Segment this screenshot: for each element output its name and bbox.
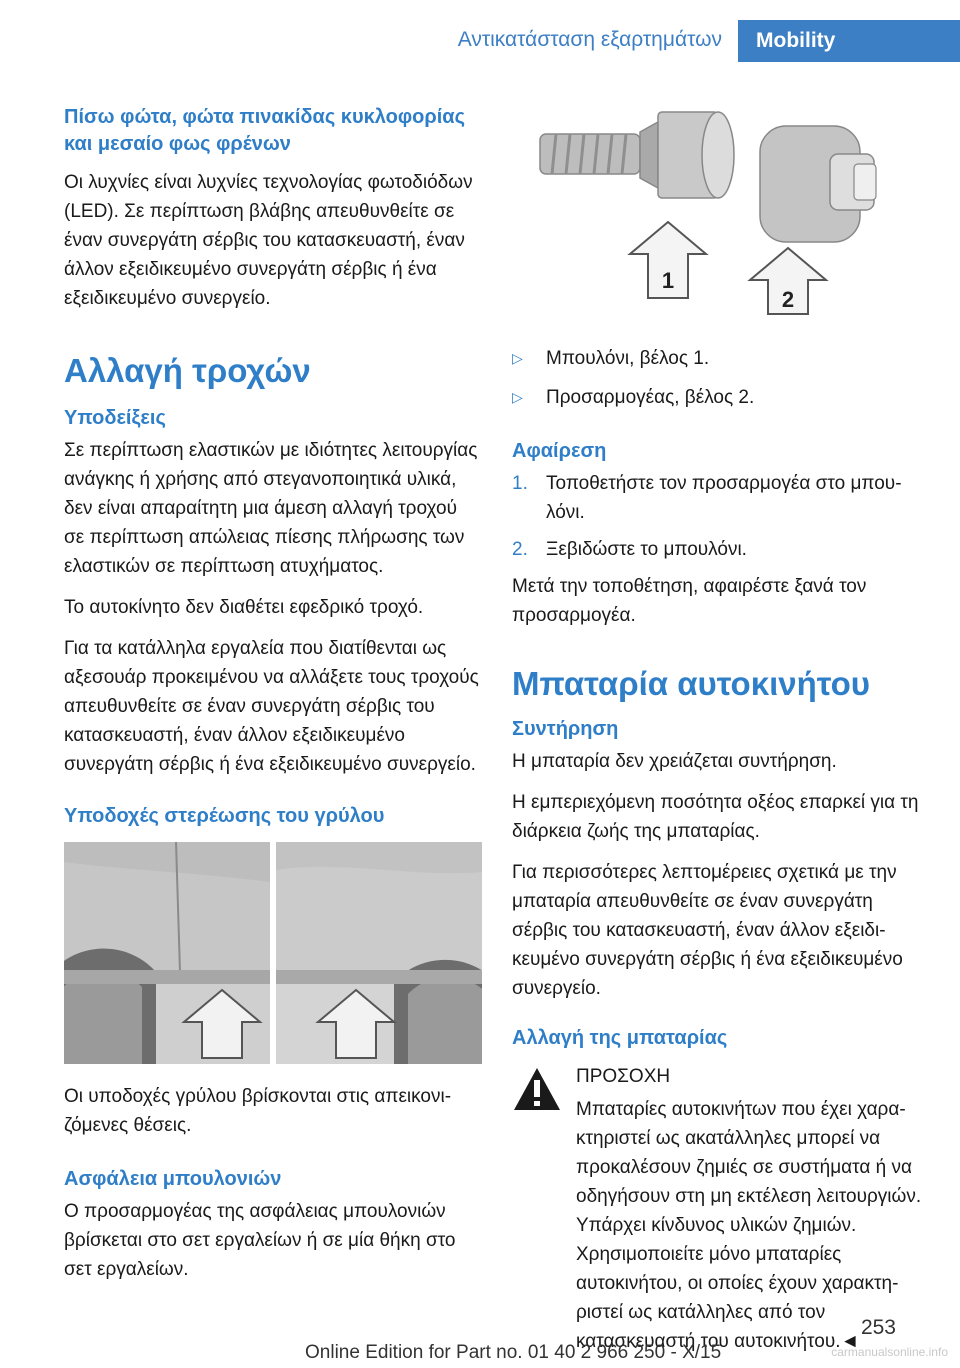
bolt-parts-list xyxy=(512,344,930,412)
list-item xyxy=(512,344,930,373)
hints-heading: Υποδείξεις xyxy=(64,407,166,429)
caution-text: Μπαταρίες αυτοκινήτων που έχει χαρακτηριστεί ως ακατάλληλες μπορεί να προκαλέσουν ζημιές σε συστήματα ή να οδηγήσουν στη μη εκτέλεση λειτουργιών. Υπάρχει κίνδυνος υλικών ζημιών. Χρησιμοποιείτε μόνο μπαταρίες αυτοκινήτου, οι οποίες έχουν χαρακτηριστεί ως κατάλληλες από τον κατασκευαστή του αυτοκινήτου.◄ xyxy=(576,1099,922,1352)
removal-heading: Αφαίρεση xyxy=(512,440,607,462)
edition-line: Online Edition for Part no. 01 40 2 966 250 - X/15 xyxy=(305,1342,722,1363)
hints-paragraph-1: Σε περίπτωση ελαστικών με ιδιότητες λειτουργίας ανάγκης ή χρήσης από στεγανοποιητικά υλικά, δεν είναι απαραίτητη μια άμεση αλλαγή τροχού σε περίπτωση απώλειας πίεσης πλήρωσης των ελαστικών σε περίπτωση ατυχήματος. xyxy=(64,440,478,577)
right-column xyxy=(512,104,930,1368)
arrow-1-icon xyxy=(630,222,706,298)
lights-heading: Πίσω φώτα, φώτα πινακίδας κυκλοφορίας και μεσαίο φως φρένων xyxy=(64,106,465,155)
wheel-lock-paragraph: Ο προσαρμογέας της ασφάλειας μπουλονιών βρίσκεται στο σετ εργαλείων ή σε μία θήκη στο σετ εργαλείων. xyxy=(64,1201,456,1280)
after-removal-paragraph: Μετά την τοποθέτηση, αφαιρέστε ξανά τον προσαρμογέα. xyxy=(512,576,867,626)
left-column xyxy=(64,104,482,1296)
jack-points-heading: Υποδοχές στερέωσης του γρύλου xyxy=(64,805,385,827)
header-chapter-tab[interactable]: Mobility xyxy=(738,20,960,62)
hints-paragraph-2: Το αυτοκίνητο δεν διαθέτει εφεδρικό τροχό. xyxy=(64,597,424,618)
list-item xyxy=(512,535,930,564)
arrow-1-label: 1 xyxy=(661,268,675,293)
step-text: Τοποθετήστε τον προσαρμογέα στο μπουλόνι. xyxy=(546,473,902,523)
caution-label: ΠΡΟΣΟΧΗ xyxy=(576,1066,671,1087)
triangle-bullet-icon: ▷ xyxy=(512,389,523,405)
page-number: 253 xyxy=(860,1316,896,1339)
wheel-lock-heading: Ασφάλεια μπουλονιών xyxy=(64,1168,282,1190)
battery-heading: Μπαταρία αυτοκινήτου xyxy=(512,665,870,702)
wheel-bolt-illustration xyxy=(512,104,930,316)
maintenance-paragraph-2: Η εμπεριεχόμενη ποσότητα οξέος επαρκεί για τη διάρκεια ζωής της μπαταρίας. xyxy=(512,792,919,842)
page-header xyxy=(0,0,960,62)
bolt-drawing xyxy=(540,112,734,198)
arrow-2-label: 2 xyxy=(781,287,795,312)
jack-points-photo xyxy=(64,842,482,1064)
maintenance-heading: Συντήρηση xyxy=(512,718,619,740)
wheel-change-heading: Αλλαγή τροχών xyxy=(64,352,311,389)
list-item-text: Μπουλόνι, βέλος 1. xyxy=(546,348,710,369)
removal-steps xyxy=(512,469,930,564)
step-number: 1. xyxy=(512,473,528,494)
caution-block xyxy=(512,1062,930,1356)
battery-replace-heading: Αλλαγή της μπαταρίας xyxy=(512,1027,728,1049)
list-item-text: Προσαρμογέας, βέλος 2. xyxy=(546,387,755,408)
watermark: carmanualsonline.info xyxy=(831,1345,948,1359)
adapter-drawing xyxy=(760,126,876,242)
step-number: 2. xyxy=(512,539,528,560)
step-text: Ξεβιδώστε το μπουλόνι. xyxy=(546,539,747,560)
list-item xyxy=(512,469,930,527)
warning-triangle-icon xyxy=(512,1066,562,1112)
maintenance-paragraph-3: Για περισσότερες λεπτομέρειες σχετικά με την μπαταρία απευθυνθείτε σε έναν συνεργάτη σέρβις του κατασκευαστή, έναν άλλον εξειδικευμένο συνεργάτη σέρβις ή ένα εξειδικευμένο συνεργείο. xyxy=(512,862,903,999)
jack-points-paragraph: Οι υποδοχές γρύλου βρίσκονται στις απεικονιζόμενες θέσεις. xyxy=(64,1086,452,1136)
list-item xyxy=(512,383,930,412)
header-section-title: Αντικατάσταση εξαρτημάτων xyxy=(457,28,722,51)
arrow-2-icon xyxy=(750,248,826,314)
hints-paragraph-3: Για τα κατάλληλα εργαλεία που διατίθενται ως αξεσουάρ προκειμένου να αλλάξετε τους τροχούς απευθυνθείτε σε έναν συνεργάτη σέρβις του κατασκευαστή, έναν άλλον εξειδικευμένο συνεργάτη σέρβις ή ένα εξειδικευμένο συνεργείο. xyxy=(64,638,479,775)
maintenance-paragraph-1: Η μπαταρία δεν χρειάζεται συντήρηση. xyxy=(512,751,837,772)
lights-paragraph: Οι λυχνίες είναι λυχνίες τεχνολογίας φωτοδιόδων (LED). Σε περίπτωση βλάβης απευθυνθείτε σε έναν συνεργάτη σέρβις του κατασκευαστή, έναν άλλον εξειδικευμένο συνεργάτη σέρβις ή ένα εξειδικευμένο συνεργείο. xyxy=(64,172,473,309)
triangle-bullet-icon: ▷ xyxy=(512,350,523,366)
